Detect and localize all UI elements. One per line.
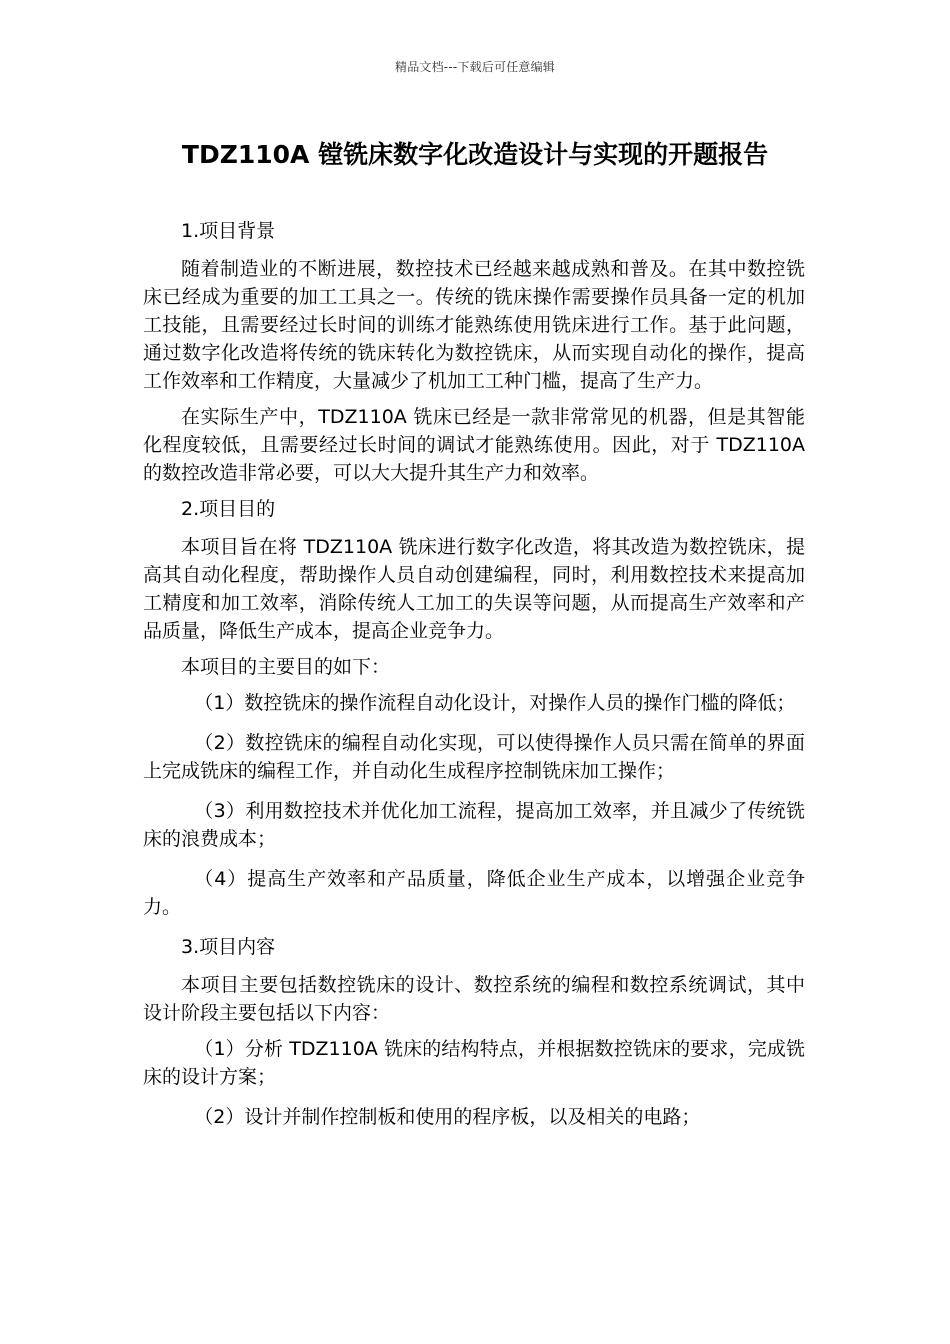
list-item: （1）数控铣床的操作流程自动化设计，对操作人员的操作门槛的降低； (194, 692, 796, 714)
list-item: （2）数控铣床的编程自动化实现，可以使得操作人员只需在简单的界面上完成铣床的编程工作，并自动化生成程序控制铣床加工操作； (143, 732, 805, 782)
page-header: 精品文档---下载后可任意编辑 (395, 60, 555, 74)
document-body (143, 217, 805, 1143)
section-heading-purpose: 2.项目目的 (181, 498, 276, 520)
document-title: TDZ110A 镗铣床数字化改造设计与实现的开题报告 (181, 140, 769, 169)
paragraph: 本项目主要包括数控铣床的设计、数控系统的编程和数控系统调试，其中设计阶段主要包括以下内容： (143, 974, 805, 1024)
list-item: （2）设计并制作控制板和使用的程序板，以及相关的电路； (194, 1106, 701, 1128)
list-item: （1）分析 TDZ110A 铣床的结构特点，并根据数控铣床的要求，完成铣床的设计方案； (143, 1038, 805, 1088)
section-heading-content: 3.项目内容 (181, 936, 276, 958)
list-item: （3）利用数控技术并优化加工流程，提高加工效率，并且减少了传统铣床的浪费成本； (143, 800, 805, 850)
paragraph: 本项目的主要目的如下： (181, 656, 391, 678)
paragraph: 随着制造业的不断进展，数控技术已经越来越成熟和普及。在其中数控铣床已经成为重要的加工工具之一。传统的铣床操作需要操作员具备一定的机加工技能，且需要经过长时间的训练才能熟练使用铣床进行工作。基于此问题，通过数字化改造将传统的铣床转化为数控铣床，从而实现自动化的操作，提高工作效率和工作精度，大量减少了机加工工种门槛，提高了生产力。 (143, 258, 805, 392)
paragraph: 本项目旨在将 TDZ110A 铣床进行数字化改造，将其改造为数控铣床，提高其自动化程度，帮助操作人员自动创建编程，同时，利用数控技术来提高加工精度和加工效率，消除传统人工加工的失误等问题，从而提高生产效率和产品质量，降低生产成本，提高企业竞争力。 (143, 536, 805, 642)
paragraph: 在实际生产中，TDZ110A 铣床已经是一款非常常见的机器，但是其智能化程度较低，且需要经过长时间的调试才能熟练使用。因此，对于 TDZ110A 的数控改造非常必要，可以大大提升其生产力和效率。 (143, 406, 805, 484)
section-heading-background: 1.项目背景 (181, 220, 276, 242)
list-item: （4）提高生产效率和产品质量，降低企业生产成本，以增强企业竞争力。 (143, 868, 805, 918)
